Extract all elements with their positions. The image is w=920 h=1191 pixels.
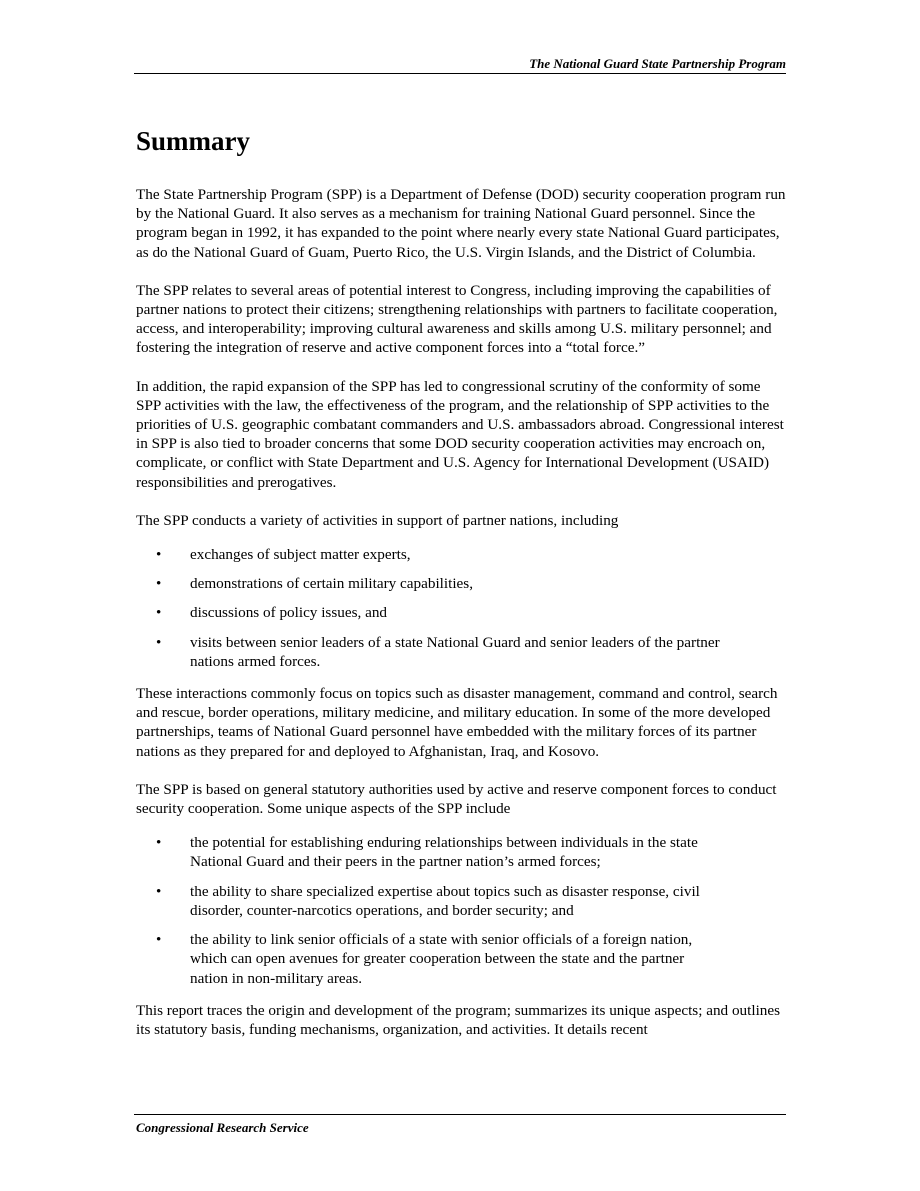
bullet-icon: • — [156, 834, 162, 852]
list-item: • the ability to share specialized expertise about topics such as disaster response, civil disorder, counter-narcotics operations, and border security; and — [156, 882, 700, 919]
list-item: • discussions of policy issues, and — [156, 604, 388, 622]
bullet-icon: • — [156, 575, 162, 593]
list-item: • exchanges of subject matter experts, — [156, 546, 411, 564]
bullet-icon: • — [156, 604, 162, 622]
list-item: • the ability to link senior officials of a state with senior officials of a foreign nation, which can open avenues for greater cooperation between the state and the partner nation in non-military areas. — [156, 931, 693, 987]
activities-list — [136, 545, 788, 671]
bullet-icon: • — [156, 882, 162, 900]
aspects-list — [136, 833, 788, 987]
header-rule — [134, 73, 786, 74]
paragraph-interactions: These interactions commonly focus on topics such as disaster management, command and control, search and rescue, border operations, military medicine, and military education. In some of the more developed partnerships, teams of National Guard personnel have embedded with the military forces of its partner nations as they prepared for and deployed to Afghanistan, Iraq, and Kosovo. — [136, 685, 778, 760]
running-header: The National Guard State Partnership Program — [529, 56, 786, 71]
paragraph-intro: The State Partnership Program (SPP) is a Department of Defense (DOD) security cooperation program run by the National Guard. It also serves as a mechanism for training National Guard personnel. Since the program began in 1992, it has expanded to the point where nearly every state National Guard participates, as do the National Guard of Guam, Puerto Rico, the U.S. Virgin Islands, and the District of Columbia. — [136, 186, 786, 261]
paragraph-activities-lead: The SPP conducts a variety of activities in support of partner nations, including — [136, 511, 619, 529]
running-footer: Congressional Research Service — [136, 1120, 309, 1135]
footer-rule — [134, 1114, 786, 1115]
paragraph-authorities: The SPP is based on general statutory authorities used by active and reserve component forces to conduct security cooperation. Some unique aspects of the SPP include — [136, 780, 777, 818]
paragraph-congress-interest: The SPP relates to several areas of potential interest to Congress, including improving the capabilities of partner nations to protect their citizens; strengthening relationships with partners to facilitate cooperation, access, and interoperability; improving cultural awareness and skills among U.S. military personnel; and fostering the integration of reserve and active component forces into a “total force.” — [136, 281, 778, 357]
bullet-icon: • — [156, 931, 162, 949]
list-item: • the potential for establishing enduring relationships between individuals in the state National Guard and their peers in the partner nation’s armed forces; — [156, 834, 698, 871]
list-item: • visits between senior leaders of a state National Guard and senior leaders of the partner nations armed forces. — [156, 633, 720, 670]
list-item: • demonstrations of certain military capabilities, — [156, 575, 473, 593]
paragraph-report-outline: This report traces the origin and development of the program; summarizes its unique aspects; and outlines its statutory basis, funding mechanisms, organization, and activities. It details recent — [136, 1001, 781, 1038]
bullet-icon: • — [156, 633, 162, 651]
paragraph-scrutiny: In addition, the rapid expansion of the SPP has led to congressional scrutiny of the conformity of some SPP activities with the law, the effectiveness of the program, and the relationship of SPP activities to the priorities of U.S. geographic combatant commanders and U.S. ambassadors abroad. Congressional interest in SPP is also tied to broader concerns that some DOD security cooperation activities may encroach on, complicate, or conflict with State Department and U.S. Agency for International Development (USAID) responsibilities and prerogatives. — [136, 377, 784, 491]
page-content — [136, 124, 788, 1039]
section-title: Summary — [136, 126, 250, 156]
bullet-icon: • — [156, 546, 162, 564]
